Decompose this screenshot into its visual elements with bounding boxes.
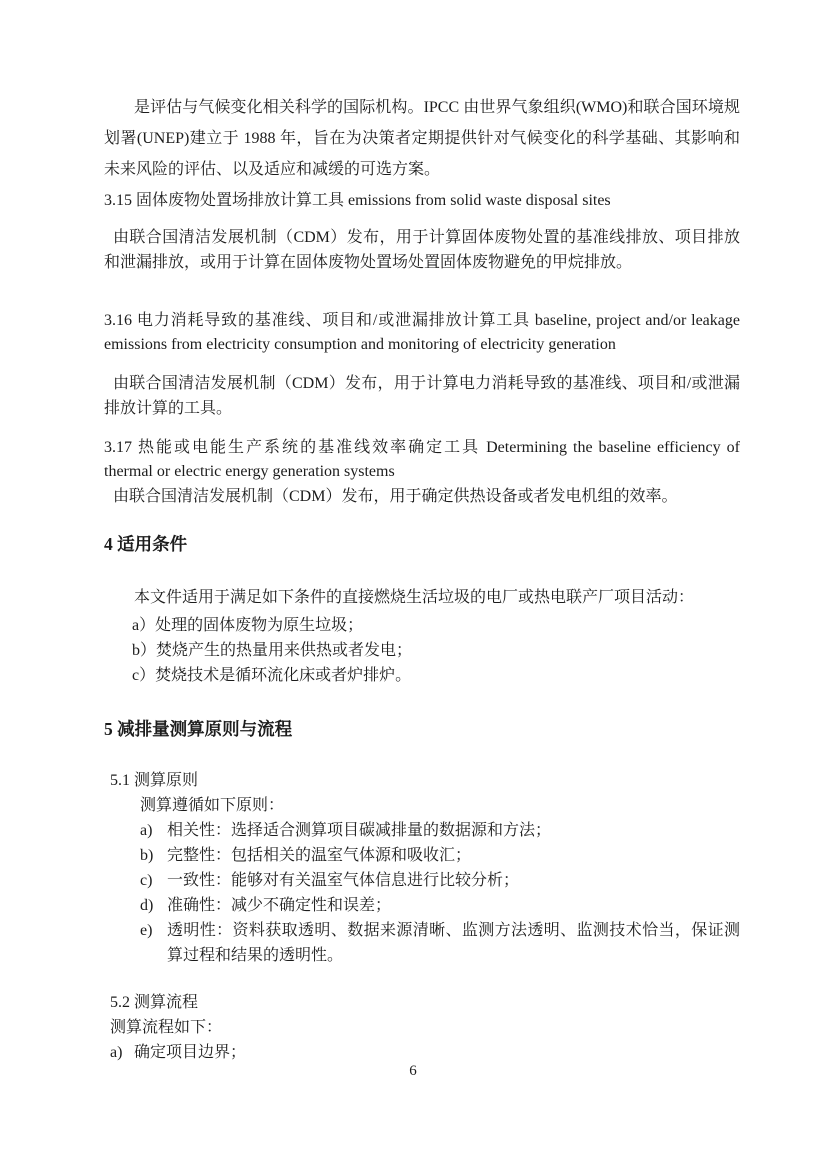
- list-item-marker: e): [140, 922, 153, 939]
- list-item-marker: a）: [132, 617, 156, 634]
- list-item: [140, 918, 740, 968]
- term-317-heading: 3.17 热能或电能生产系统的基准线效率确定工具 Determining the baseline efficiency of thermal or electric energy generation systems: [104, 439, 740, 480]
- section-4-list: [132, 613, 740, 688]
- section-5-1-lead: 测算遵循如下原则：: [140, 797, 285, 814]
- list-item: [140, 868, 740, 893]
- list-item: [132, 663, 740, 688]
- list-item: [140, 843, 740, 868]
- section-4-heading: 4 适用条件: [104, 534, 188, 554]
- list-item: [140, 818, 740, 843]
- section-4-intro: 本文件适用于满足如下条件的直接燃烧生活垃圾的电厂或热电联产厂项目活动：: [134, 589, 695, 606]
- list-item-text: 确定项目边界；: [134, 1044, 247, 1061]
- term-317-definition: 由联合国清洁发展机制（CDM）发布，用于确定供热设备或者发电机组的效率。: [113, 488, 678, 505]
- list-item-marker: c）: [132, 667, 156, 684]
- term-316-definition: 由联合国清洁发展机制（CDM）发布，用于计算电力消耗导致的基准线、项目和/或泄漏排放计算的工具。: [104, 375, 740, 417]
- section-5-2-heading: 5.2 测算流程: [110, 994, 199, 1011]
- section-5-1-list: [140, 818, 740, 968]
- list-item-marker: d): [140, 897, 154, 914]
- list-item: [132, 638, 740, 663]
- section-5-1-heading: 5.1 测算原则: [110, 772, 199, 789]
- list-item-text: 相关性：选择适合测算项目碳减排量的数据源和方法；: [167, 822, 552, 839]
- list-item-marker: b): [140, 847, 154, 864]
- list-item: [140, 893, 740, 918]
- list-item-marker: a): [140, 822, 153, 839]
- list-item-text: 准确性：减少不确定性和误差；: [167, 897, 392, 914]
- list-item-text: 焚烧产生的热量用来供热或者发电；: [156, 642, 413, 659]
- list-item: [132, 613, 740, 638]
- list-item-marker: c): [140, 872, 153, 889]
- term-315-definition: 由联合国清洁发展机制（CDM）发布，用于计算固体废物处置的基准线排放、项目排放和泄漏排放，或用于计算在固体废物处置场处置固体废物避免的甲烷排放。: [104, 229, 740, 271]
- page-number: 6: [409, 1063, 417, 1079]
- intro-paragraph: 是评估与气候变化相关科学的国际机构。IPCC 由世界气象组织(WMO)和联合国环境规划署(UNEP)建立于 1988 年，旨在为决策者定期提供针对气候变化的科学基础、其影响和未来风险的评估、以及适应和减缓的可选方案。: [104, 99, 740, 178]
- list-item-text: 处理的固体废物为原生垃圾；: [155, 617, 364, 634]
- list-item-text: 焚烧技术是循环流化床或者炉排炉。: [155, 667, 412, 684]
- list-item-text: 一致性：能够对有关温室气体信息进行比较分析；: [167, 872, 520, 889]
- term-316-heading: 3.16 电力消耗导致的基准线、项目和/或泄漏排放计算工具 baseline, project and/or leakage emissions from electricity consumption and monitoring of electricity generation: [104, 312, 740, 353]
- list-item-marker: b）: [132, 642, 157, 659]
- list-item-marker: a): [110, 1044, 123, 1061]
- section-5-2-lead: 测算流程如下：: [110, 1019, 223, 1036]
- list-item-text: 完整性：包括相关的温室气体源和吸收汇；: [167, 847, 472, 864]
- list-item-text: 透明性：资料获取透明、数据来源清晰、监测方法透明、监测技术恰当，保证测算过程和结果的透明性。: [167, 922, 740, 964]
- term-315-heading: 3.15 固体废物处置场排放计算工具 emissions from solid waste disposal sites: [104, 192, 611, 209]
- section-5-heading: 5 减排量测算原则与流程: [104, 719, 293, 739]
